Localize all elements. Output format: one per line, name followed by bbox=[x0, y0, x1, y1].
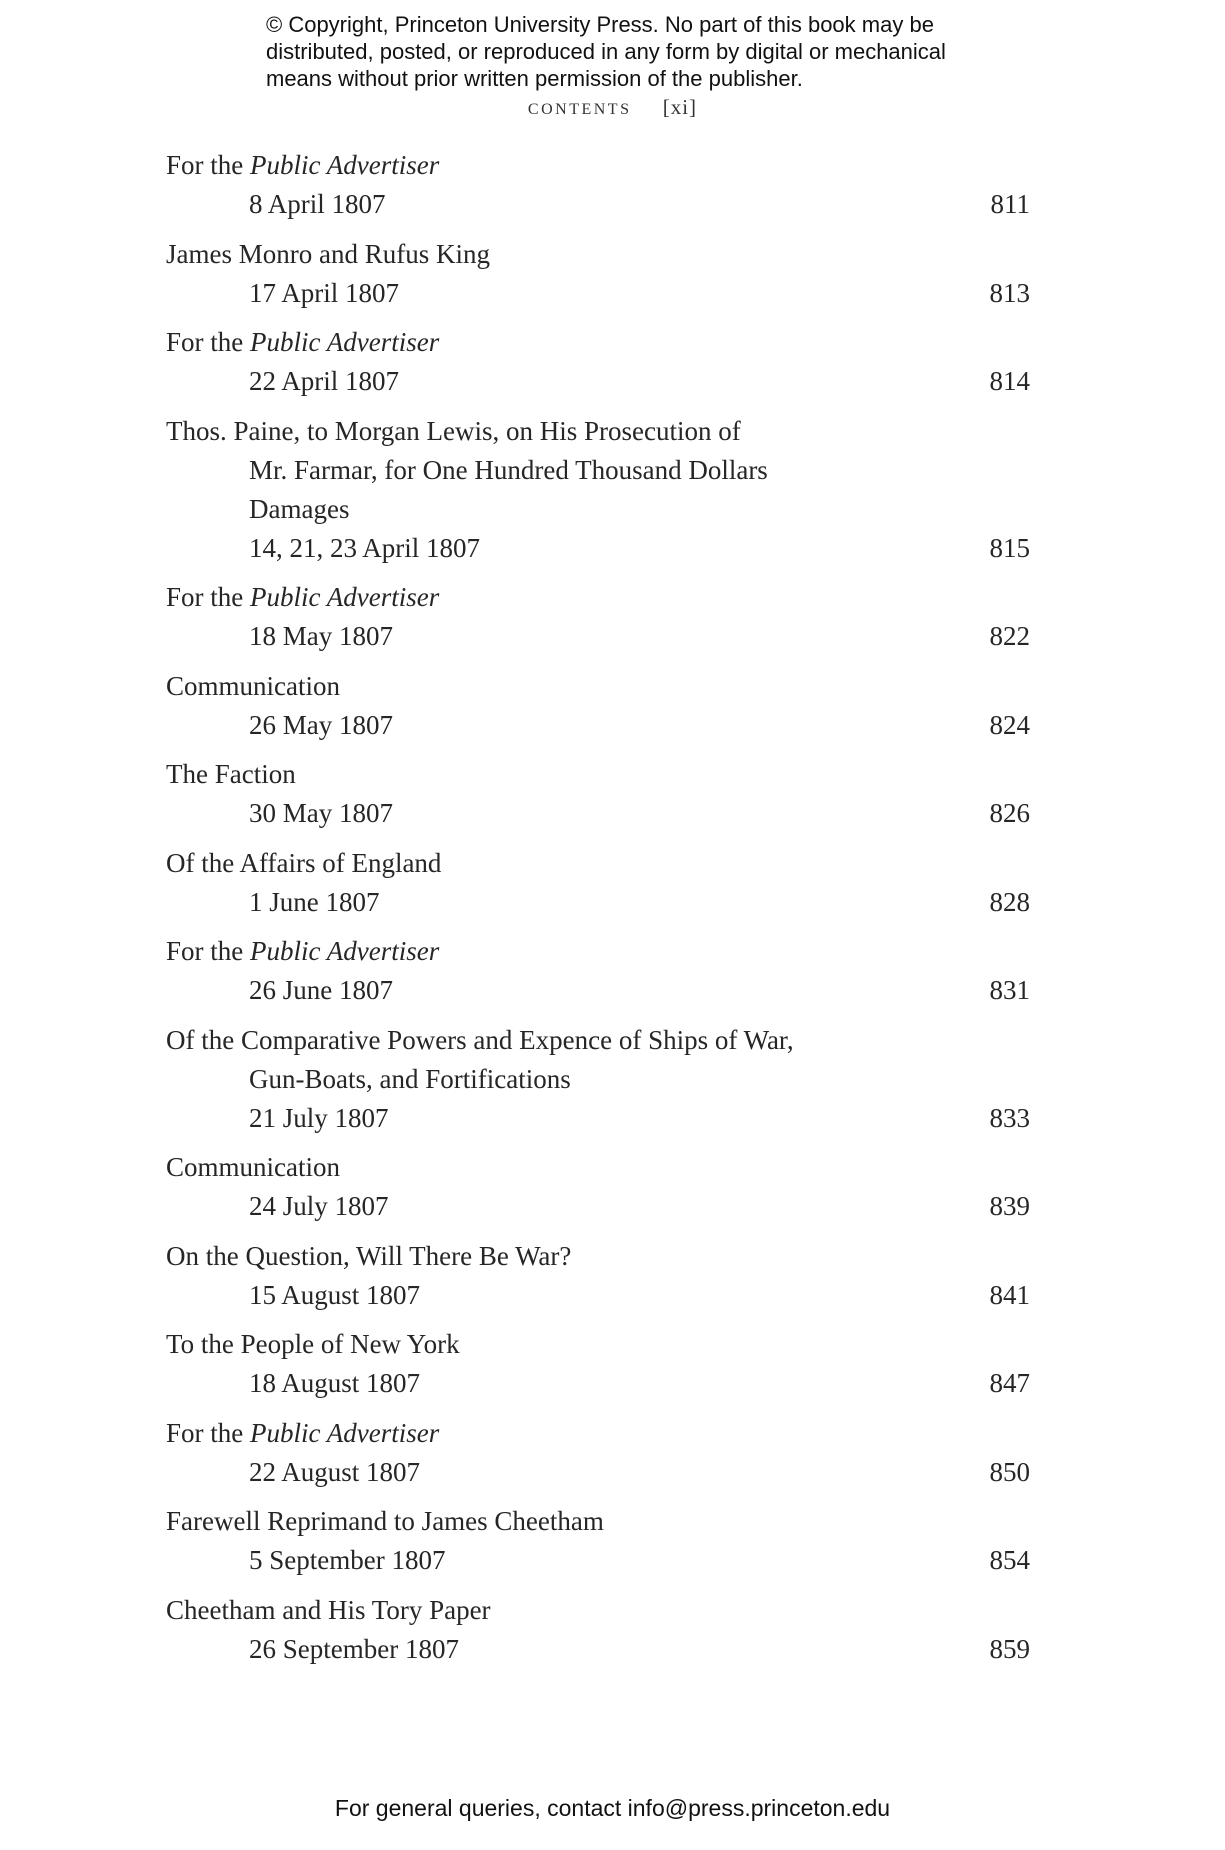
toc-entry-title-text: Farewell Reprimand to James Cheetham bbox=[166, 1506, 604, 1536]
toc-entry bbox=[166, 667, 1030, 745]
toc-entry-title bbox=[166, 1502, 1030, 1541]
toc-entry-date: 26 May 1807 bbox=[249, 709, 393, 740]
toc-entry-title-italic: Public Advertiser bbox=[250, 936, 440, 966]
toc-entry-page-number: 839 bbox=[989, 1191, 1030, 1221]
toc-entry-title bbox=[166, 451, 1030, 490]
toc-entry-date-row bbox=[166, 1276, 1030, 1315]
toc-entry-title bbox=[166, 667, 1030, 706]
toc-entry-title-text: The Faction bbox=[166, 759, 296, 789]
toc-entry-date-row bbox=[166, 529, 1030, 568]
copyright-notice bbox=[266, 11, 986, 92]
toc-entry-date-row bbox=[166, 617, 1030, 656]
toc-entry-page-number: 828 bbox=[989, 886, 1030, 917]
toc-entry-date: 8 April 1807 bbox=[249, 189, 386, 219]
toc-entry bbox=[166, 755, 1030, 833]
toc-entry-title-text: Communication bbox=[166, 670, 340, 701]
toc-entry bbox=[166, 1237, 1030, 1315]
toc-entry-title bbox=[166, 578, 1030, 617]
toc-entry-date: 15 August 1807 bbox=[249, 1279, 421, 1310]
toc-entry-title bbox=[166, 844, 1030, 883]
toc-entry-date-row bbox=[166, 1541, 1030, 1580]
toc-entry-title bbox=[166, 1060, 1030, 1099]
toc-entry-page-number: 824 bbox=[989, 709, 1030, 740]
toc-entry bbox=[166, 1502, 1030, 1580]
toc-entry-date-row bbox=[166, 706, 1030, 745]
toc-entry-title-text: Cheetham and His Tory Paper bbox=[166, 1594, 491, 1625]
toc-entry bbox=[166, 323, 1030, 401]
toc-entry-date: 18 August 1807 bbox=[249, 1368, 421, 1398]
toc-entry-title-text: For the bbox=[166, 150, 250, 180]
toc-entry-page-number: 811 bbox=[990, 189, 1030, 219]
toc-entry-title-text: For the bbox=[166, 327, 250, 357]
toc-entry-title-text: James Monro and Rufus King bbox=[166, 238, 490, 269]
toc-entry-title-text: Of the Comparative Powers and Expence of Ships of War, bbox=[166, 1024, 794, 1055]
toc-entry bbox=[166, 932, 1030, 1010]
toc-entry bbox=[166, 412, 1030, 568]
toc-entry bbox=[166, 146, 1030, 224]
toc-entry-page-number: 841 bbox=[989, 1279, 1030, 1310]
toc-entry-date-row bbox=[166, 185, 1030, 224]
toc-entry-page-number: 826 bbox=[989, 798, 1030, 828]
toc-entry-title bbox=[166, 412, 1030, 451]
toc-entry-date-row bbox=[166, 274, 1030, 313]
toc-entry-title bbox=[166, 490, 1030, 529]
toc-entry-title-text: Communication bbox=[166, 1152, 340, 1182]
toc-entry bbox=[166, 1414, 1030, 1492]
toc-entry-date: 1 June 1807 bbox=[249, 886, 380, 917]
toc-entry bbox=[166, 235, 1030, 313]
toc-entry-date-row bbox=[166, 794, 1030, 833]
toc-entry-title-italic: Public Advertiser bbox=[250, 327, 440, 357]
toc-entry-title bbox=[166, 1237, 1030, 1276]
toc-entry-page-number: 822 bbox=[989, 621, 1030, 651]
running-head-label: contents bbox=[527, 94, 632, 119]
copyright-line: means without prior written permission of the publisher. bbox=[266, 66, 803, 91]
toc-entry-date: 14, 21, 23 April 1807 bbox=[249, 532, 481, 563]
toc-entry-page-number: 854 bbox=[989, 1545, 1030, 1575]
toc-entry-title bbox=[166, 146, 1030, 185]
toc-entry-title bbox=[166, 235, 1030, 274]
toc-entry-title bbox=[166, 323, 1030, 362]
toc-entry-title-text: For the bbox=[166, 1417, 250, 1448]
toc-entry-title bbox=[166, 1414, 1030, 1453]
toc-entry-title-italic: Public Advertiser bbox=[250, 1417, 440, 1448]
toc-entry-title-text: Gun-Boats, and Fortifications bbox=[249, 1063, 571, 1094]
toc-entry-title bbox=[166, 755, 1030, 794]
toc-entry-date-row bbox=[166, 1630, 1030, 1669]
toc-entry-title bbox=[166, 1021, 1030, 1060]
toc-entry-title bbox=[166, 1591, 1030, 1630]
toc-entry bbox=[166, 1148, 1030, 1226]
toc-entry-title-text: Thos. Paine, to Morgan Lewis, on His Prosecution of bbox=[166, 415, 741, 446]
toc-entry-date: 21 July 1807 bbox=[249, 1102, 389, 1133]
copyright-line: distributed, posted, or reproduced in any form by digital or mechanical bbox=[266, 39, 946, 64]
toc-entry-page-number: 815 bbox=[989, 532, 1030, 563]
toc-entry-date: 22 August 1807 bbox=[249, 1456, 421, 1487]
toc-entry-title-text: On the Question, Will There Be War? bbox=[166, 1240, 572, 1271]
toc-entry-page-number: 850 bbox=[989, 1456, 1030, 1487]
toc-entry-date-row bbox=[166, 1099, 1030, 1138]
running-head bbox=[0, 94, 1225, 120]
toc-entry-title bbox=[166, 1148, 1030, 1187]
toc-entry-title-italic: Public Advertiser bbox=[250, 150, 440, 180]
toc-entry bbox=[166, 1325, 1030, 1403]
toc-entry-date-row bbox=[166, 883, 1030, 922]
toc-entry-date: 30 May 1807 bbox=[249, 798, 393, 828]
toc-entry-date: 22 April 1807 bbox=[249, 366, 400, 396]
toc-entry bbox=[166, 1591, 1030, 1669]
toc-entry-date: 17 April 1807 bbox=[249, 277, 400, 308]
toc-entry-date-row bbox=[166, 362, 1030, 401]
toc-entry-title-text: Mr. Farmar, for One Hundred Thousand Dollars bbox=[249, 454, 768, 485]
toc-entry-title-text: For the bbox=[166, 582, 250, 612]
toc-entry-date: 26 September 1807 bbox=[249, 1633, 459, 1664]
toc-entry-date: 5 September 1807 bbox=[249, 1545, 446, 1575]
toc-entry-page-number: 831 bbox=[989, 975, 1030, 1005]
copyright-line: © Copyright, Princeton University Press. No part of this book may be bbox=[266, 12, 934, 37]
toc-entry-title bbox=[166, 932, 1030, 971]
toc-entry-date-row bbox=[166, 1187, 1030, 1226]
toc-entry-date-row bbox=[166, 971, 1030, 1010]
toc-entry-title bbox=[166, 1325, 1030, 1364]
toc-entry bbox=[166, 1021, 1030, 1138]
toc-entry-title-text: Damages bbox=[249, 493, 350, 524]
toc-entry-page-number: 813 bbox=[989, 277, 1030, 308]
running-head-page-number: [xi] bbox=[662, 95, 698, 119]
toc-entry bbox=[166, 844, 1030, 922]
toc-entry-title-text: To the People of New York bbox=[166, 1329, 460, 1359]
toc-entry-date-row bbox=[166, 1364, 1030, 1403]
toc-entry bbox=[166, 578, 1030, 656]
toc-entry-date: 24 July 1807 bbox=[249, 1191, 389, 1221]
footer-contact: For general queries, contact info@press.princeton.edu bbox=[334, 1795, 891, 1821]
toc-entry-date: 26 June 1807 bbox=[249, 975, 393, 1005]
table-of-contents bbox=[166, 146, 1030, 1679]
toc-entry-title-italic: Public Advertiser bbox=[250, 582, 440, 612]
toc-entry-date: 18 May 1807 bbox=[249, 621, 393, 651]
toc-entry-title-text: For the bbox=[166, 936, 250, 966]
toc-entry-date-row bbox=[166, 1453, 1030, 1492]
toc-entry-page-number: 833 bbox=[989, 1102, 1030, 1133]
toc-entry-title-text: Of the Affairs of England bbox=[166, 847, 442, 878]
toc-entry-page-number: 814 bbox=[989, 366, 1030, 396]
toc-entry-page-number: 847 bbox=[989, 1368, 1030, 1398]
toc-entry-page-number: 859 bbox=[989, 1633, 1030, 1664]
